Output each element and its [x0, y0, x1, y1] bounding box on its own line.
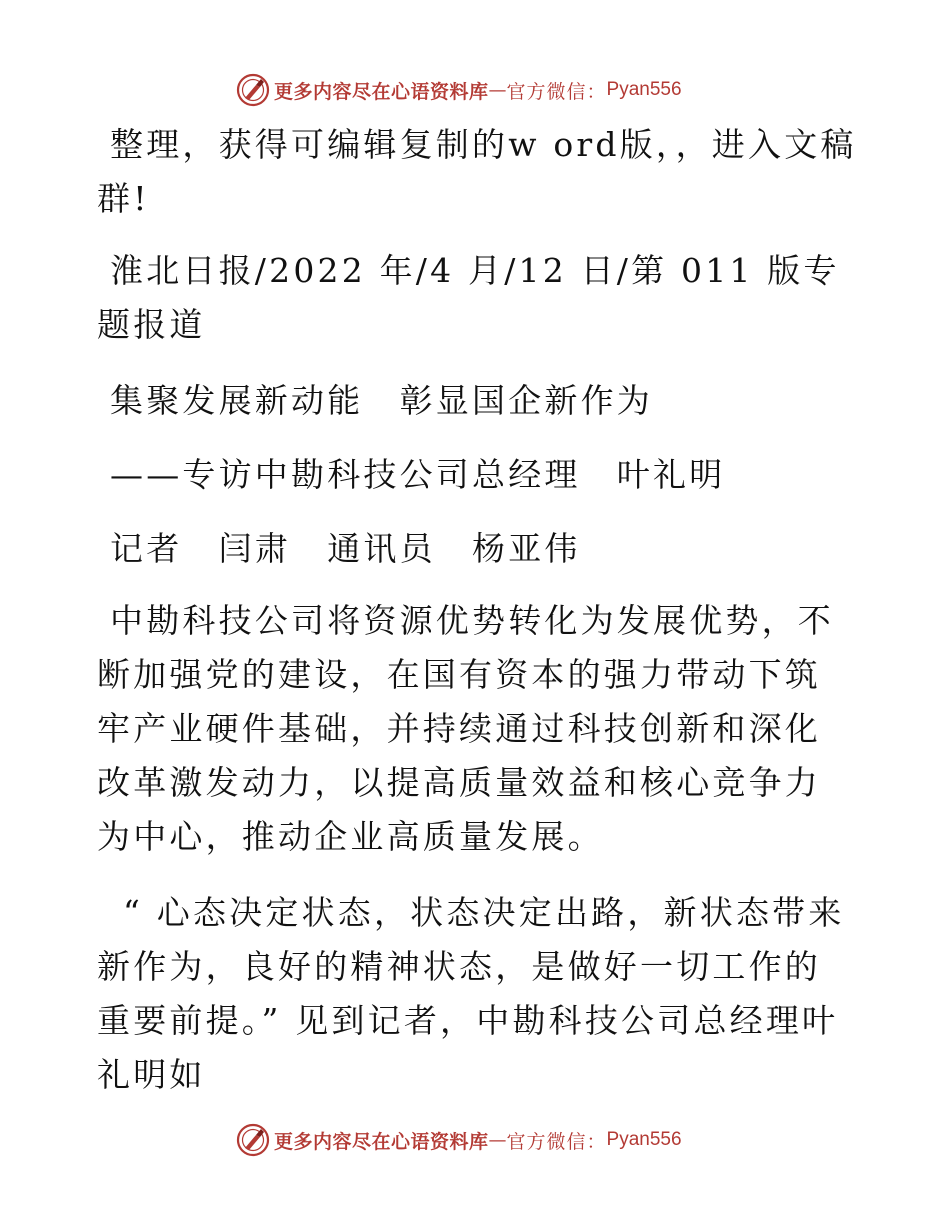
reporter-line: 记者 闫肃 通讯员 杨亚伟 — [110, 529, 581, 568]
article-subtitle: ——专访中勘科技公司总经理 叶礼明 — [110, 455, 726, 494]
banner-wechat-label: 官方微信： — [506, 1130, 607, 1153]
article-title: 集聚发展新动能 彰显国企新作为 — [110, 381, 653, 420]
footer-banner — [236, 1123, 682, 1157]
source-line: 淮北日报/2022 年/4 月/12 日/第 011 版专题报道 — [97, 251, 840, 344]
banner-wechat-id: Pyan556 — [606, 79, 682, 100]
pen-logo-icon — [236, 73, 270, 107]
document-body — [97, 118, 857, 1102]
banner-separator: — — [488, 1129, 507, 1151]
banner-wechat-label: 官方微信： — [506, 80, 607, 103]
banner-wechat-id: Pyan556 — [606, 1129, 682, 1150]
banner-separator: — — [488, 79, 507, 101]
header-banner — [236, 73, 682, 107]
banner-slogan: 更多内容尽在心语资料库 — [274, 1130, 489, 1153]
quote-paragraph: “ 心态决定状态，状态决定出路，新状态带来新作为，良好的精神状态，是做好一切工作的重要前提。” 见到记者，中勘科技公司总经理叶礼明如 — [97, 893, 845, 1094]
intro-paragraph: 整理，获得可编辑复制的w ord版，，进入文稿群! — [97, 125, 857, 218]
banner-slogan: 更多内容尽在心语资料库 — [274, 80, 489, 103]
body-paragraph: 中勘科技公司将资源优势转化为发展优势，不断加强党的建设，在国有资本的强力带动下筑牢产业硬件基础，并持续通过科技创新和深化改革激发动力，以提高质量效益和核心竞争力为中心，推动企业高质量发展。 — [97, 601, 834, 856]
pen-logo-icon — [236, 1123, 270, 1157]
